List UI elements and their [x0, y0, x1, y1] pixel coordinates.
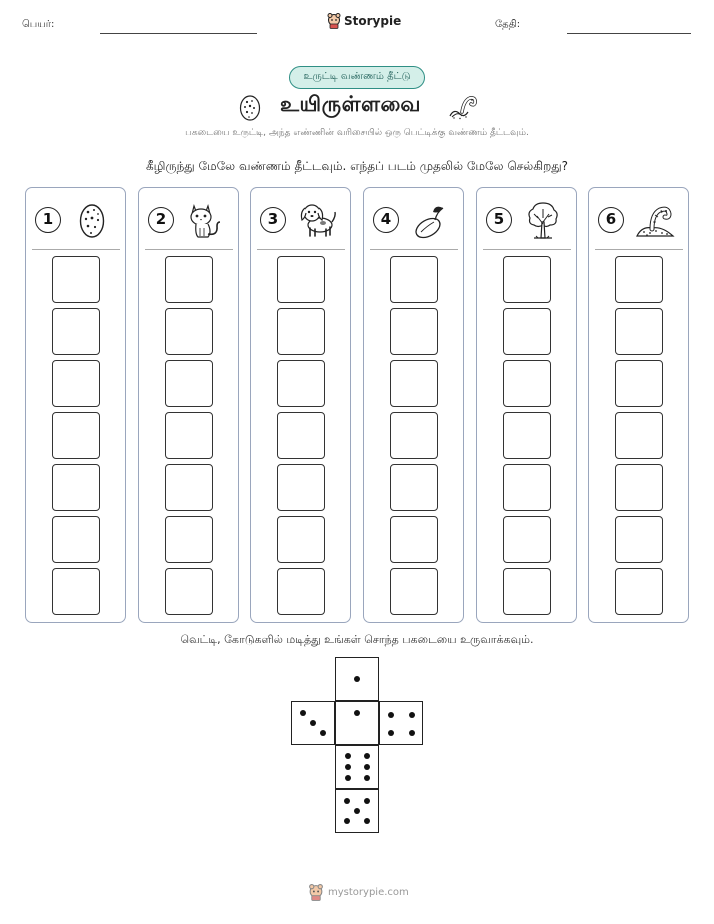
- pip: [364, 764, 370, 770]
- name-label: பெயர்:: [22, 19, 55, 30]
- column-divider: [145, 249, 233, 250]
- color-box[interactable]: [390, 516, 438, 563]
- color-box[interactable]: [390, 308, 438, 355]
- color-box[interactable]: [615, 256, 663, 303]
- color-box[interactable]: [165, 360, 213, 407]
- color-box[interactable]: [503, 568, 551, 615]
- activity-badge: உருட்டி வண்ணம் தீட்டு: [289, 66, 425, 89]
- color-box[interactable]: [52, 360, 100, 407]
- color-box[interactable]: [615, 360, 663, 407]
- column-header: [589, 200, 688, 240]
- brand-name: Storypie: [344, 14, 402, 28]
- color-box[interactable]: [503, 308, 551, 355]
- color-box[interactable]: [52, 568, 100, 615]
- color-box[interactable]: [165, 256, 213, 303]
- column-header: [364, 200, 463, 240]
- page-footer: [308, 884, 409, 901]
- color-box[interactable]: [390, 256, 438, 303]
- egg-icon: [238, 93, 262, 121]
- die-face-5: [335, 789, 379, 833]
- pip: [364, 775, 370, 781]
- column-header: [477, 200, 576, 240]
- pip: [344, 818, 350, 824]
- kitten-icon: [184, 200, 226, 240]
- color-box[interactable]: [503, 464, 551, 511]
- color-box[interactable]: [52, 256, 100, 303]
- die-face-3: [291, 701, 335, 745]
- pip: [364, 818, 370, 824]
- column-3: [250, 187, 351, 623]
- column-header: [26, 200, 125, 240]
- name-field-line[interactable]: [100, 33, 257, 34]
- column-number: 6: [598, 207, 624, 233]
- color-box[interactable]: [52, 464, 100, 511]
- color-box[interactable]: [52, 516, 100, 563]
- pip: [364, 753, 370, 759]
- seed-sprout-icon: [409, 200, 451, 240]
- storypie-mascot-icon: [327, 13, 341, 29]
- date-field-line[interactable]: [567, 33, 691, 34]
- column-number: 3: [260, 207, 286, 233]
- color-box[interactable]: [615, 308, 663, 355]
- cut-instruction: வெட்டி, கோடுகளில் மடித்து உங்கள் சொந்த பகடையை உருவாக்கவும்.: [180, 633, 534, 646]
- column-divider: [595, 249, 683, 250]
- die-face-1: [335, 701, 379, 745]
- color-box[interactable]: [165, 308, 213, 355]
- subtitle: பகடையை உருட்டி, அந்த எண்ணின் வரிசையில் ஒரு பெட்டிக்கு வண்ணம் தீட்டவும்.: [185, 128, 529, 138]
- color-box[interactable]: [277, 568, 325, 615]
- pip: [364, 798, 370, 804]
- color-box[interactable]: [615, 412, 663, 459]
- color-box[interactable]: [165, 412, 213, 459]
- die-face-4: [379, 701, 423, 745]
- color-box[interactable]: [503, 256, 551, 303]
- color-box[interactable]: [503, 516, 551, 563]
- pip: [300, 710, 306, 716]
- pip: [320, 730, 326, 736]
- column-2: [138, 187, 239, 623]
- pip: [354, 676, 360, 682]
- column-5: [476, 187, 577, 623]
- pip: [345, 753, 351, 759]
- column-6: [588, 187, 689, 623]
- tree-icon: [522, 200, 564, 240]
- pip: [354, 808, 360, 814]
- color-box[interactable]: [52, 412, 100, 459]
- color-box[interactable]: [277, 308, 325, 355]
- pip: [388, 712, 394, 718]
- worm-icon: [634, 200, 676, 240]
- color-box[interactable]: [277, 360, 325, 407]
- title-row: [0, 92, 714, 122]
- column-divider: [483, 249, 571, 250]
- instruction-text: கீழிருந்து மேலே வண்ணம் தீட்டவும். எந்தப் படம் முதலில் மேலே செல்கிறது?: [145, 159, 569, 173]
- column-number: 1: [35, 207, 61, 233]
- color-box[interactable]: [165, 516, 213, 563]
- column-1: [25, 187, 126, 623]
- color-box[interactable]: [615, 568, 663, 615]
- color-box[interactable]: [277, 412, 325, 459]
- pip: [354, 710, 360, 716]
- pip: [388, 730, 394, 736]
- pip: [409, 712, 415, 718]
- color-box[interactable]: [165, 568, 213, 615]
- color-box[interactable]: [503, 412, 551, 459]
- color-box[interactable]: [390, 412, 438, 459]
- color-box[interactable]: [615, 516, 663, 563]
- die-face-6: [335, 745, 379, 789]
- column-divider: [32, 249, 120, 250]
- column-number: 2: [148, 207, 174, 233]
- pip: [409, 730, 415, 736]
- egg-icon: [71, 200, 113, 240]
- color-box[interactable]: [390, 360, 438, 407]
- date-label: தேதி:: [495, 19, 521, 30]
- footer-url[interactable]: mystorypie.com: [328, 887, 409, 898]
- pip: [345, 764, 351, 770]
- color-box[interactable]: [503, 360, 551, 407]
- page-header: [0, 0, 714, 50]
- worm-icon: [448, 94, 478, 120]
- page-title: உயிருள்ளவை: [280, 92, 421, 116]
- column-header: [139, 200, 238, 240]
- color-box[interactable]: [277, 256, 325, 303]
- storypie-mascot-icon: [308, 884, 324, 901]
- color-box[interactable]: [277, 516, 325, 563]
- color-box[interactable]: [52, 308, 100, 355]
- brand-logo: [327, 13, 401, 29]
- puppy-icon: [296, 200, 338, 240]
- color-box[interactable]: [390, 568, 438, 615]
- color-box[interactable]: [277, 464, 325, 511]
- column-header: [251, 200, 350, 240]
- color-box[interactable]: [165, 464, 213, 511]
- die-face-1: [335, 657, 379, 701]
- color-box[interactable]: [390, 464, 438, 511]
- pip: [344, 798, 350, 804]
- column-number: 4: [373, 207, 399, 233]
- column-4: [363, 187, 464, 623]
- column-divider: [257, 249, 345, 250]
- pip: [345, 775, 351, 781]
- pip: [310, 720, 316, 726]
- column-number: 5: [486, 207, 512, 233]
- column-divider: [370, 249, 458, 250]
- color-box[interactable]: [615, 464, 663, 511]
